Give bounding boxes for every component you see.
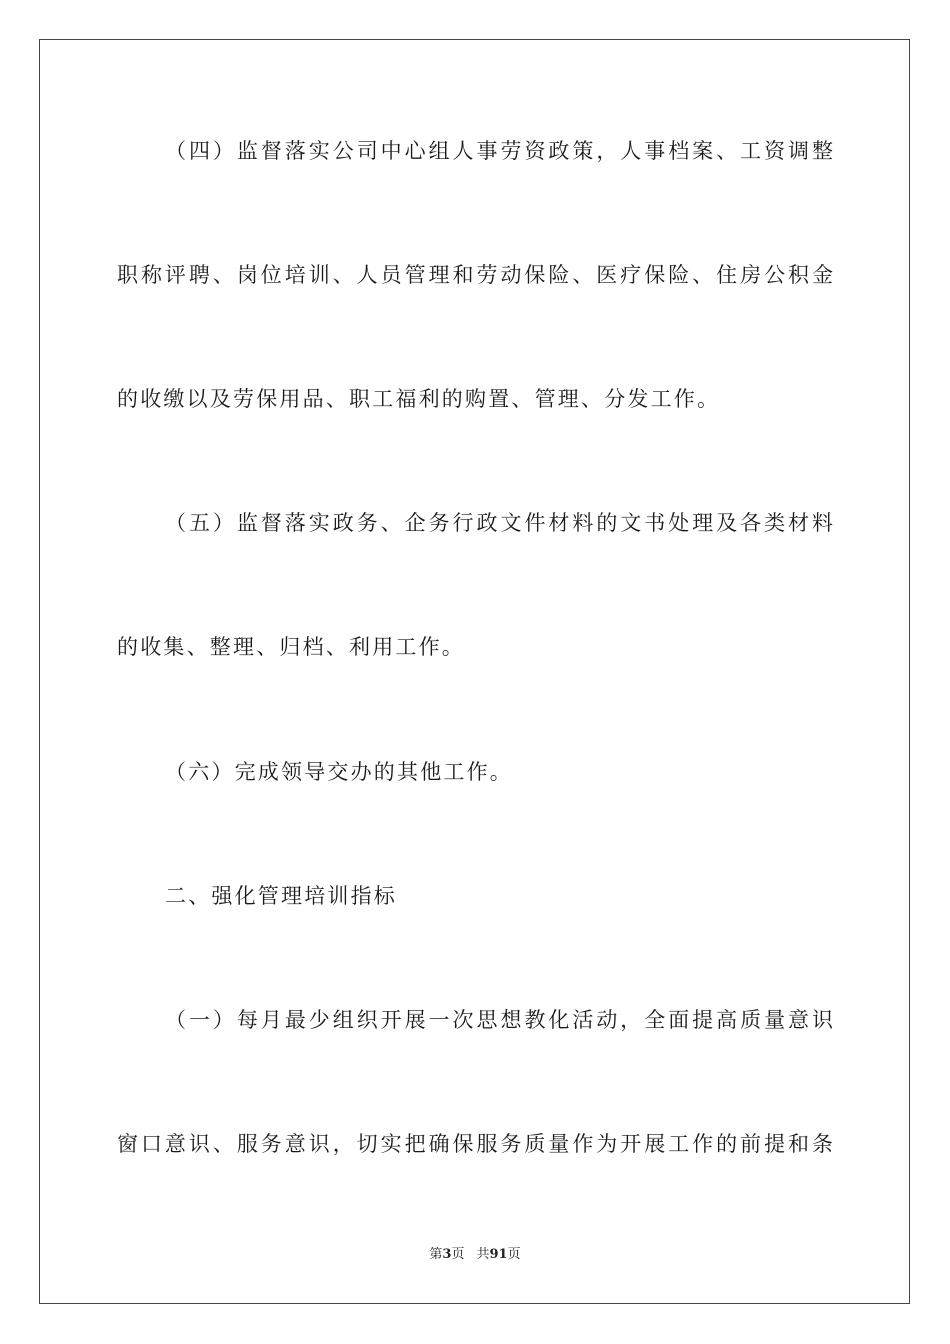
paragraph-line: （一）每月最少组织开展一次思想教化活动，全面提高质量意识 <box>165 1008 833 1032</box>
total-prefix: 共 <box>476 1247 490 1262</box>
paragraph-line: （四）监督落实公司中心组人事劳资政策，人事档案、工资调整 <box>165 139 833 163</box>
page-prefix: 第 <box>429 1247 443 1262</box>
paragraph-line: 职称评聘、岗位培训、人员管理和劳动保险、医疗保险、住房公积金 <box>117 263 833 287</box>
paragraph-line: 的收集、整理、归档、利用工作。 <box>117 635 465 659</box>
page-number: 3 <box>442 1247 452 1262</box>
total-suffix: 页 <box>507 1247 521 1262</box>
page-border <box>39 39 910 1304</box>
page-suffix: 页 <box>451 1247 465 1262</box>
total-pages: 91 <box>489 1247 508 1262</box>
page-footer <box>0 1246 950 1264</box>
section-heading: 二、强化管理培训指标 <box>165 884 397 908</box>
paragraph-line: 窗口意识、服务意识，切实把确保服务质量作为开展工作的前提和条 <box>117 1132 833 1156</box>
paragraph-line: 的收缴以及劳保用品、职工福利的购置、管理、分发工作。 <box>117 387 721 411</box>
paragraph-line: （六）完成领导交办的其他工作。 <box>165 760 513 784</box>
paragraph-line: （五）监督落实政务、企务行政文件材料的文书处理及各类材料 <box>165 511 833 535</box>
